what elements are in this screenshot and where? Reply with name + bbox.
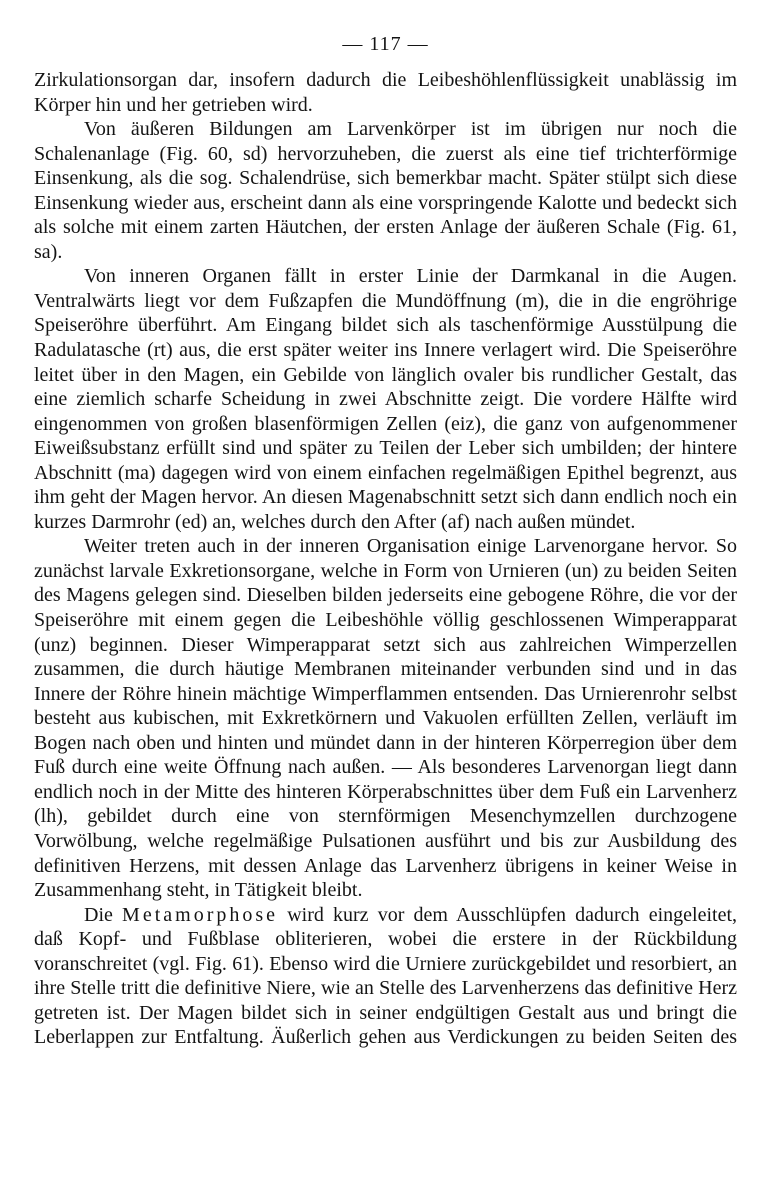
paragraph-2: Von äußeren Bildungen am Larvenkörper ist im übrigen nur noch die Schalenanlage (Fig. 60, sd) hervorzuheben, die zuerst als eine tief trichterförmige Einsenkung, als die sog. Schalendrüse, sich bemerkbar macht. Später stülpt sich diese Einsenkung wieder aus, erscheint dann als eine vorspringende Kalotte und bedeckt sich als solche mit einem zarten Häutchen, der ersten Anlage der äußeren Schale (Fig. 61, sa). xyxy=(34,118,737,263)
paragraph-5-body: wird kurz vor dem Ausschlüpfen dadurch eingeleitet, daß Kopf- und Fußblase obliterieren, wobei die erstere in der Rückbildung voranschreitet (vgl. Fig. 61). Ebenso wird die Urniere zurückgebildet und resorbiert, an ihre Stelle tritt die definitive Niere, wie an Stelle des Larvenherzens das definitive Herz getreten ist. Der Magen bildet sich in seiner endgültigen Gestalt aus und bringt die Leberlappen zur Entfaltung. Äußerlich gehen aus Verdickungen zu beiden Seiten des xyxy=(34,903,737,1049)
paragraph-3: Von inneren Organen fällt in erster Linie der Darmkanal in die Augen. Ventralwärts liegt vor dem Fußzapfen die Mundöffnung (m), die in die engröhrige Speiseröhre überführt. Am Eingang bildet sich als taschenförmige Ausstülpung die Radulatasche (rt) aus, die erst später weiter ins Innere verlagert wird. Die Speiseröhre leitet über in den Magen, ein Gebilde von länglich ovaler bis rundlicher Gestalt, das eine ziemlich scharfe Scheidung in zwei Abschnitte zeigt. Die vordere Hälfte wird eingenommen von großen blasenförmigen Zellen (eiz), die ganz von aufgenommener Eiweißsubstanz erfüllt sind und später zu Teilen der Leber sich umbilden; der hintere Abschnitt (ma) dagegen wird von einem einfachen regelmäßigen Epithel begrenzt, aus ihm geht der Magen hervor. An diesen Magenabschnitt setzt sich dann endlich noch ein kurzes Darmrohr (ed) an, welches durch den After (af) nach außen mündet. xyxy=(34,265,737,533)
document-page xyxy=(34,30,737,1050)
paragraph-4: Weiter treten auch in der inneren Organisation einige Larvenorgane hervor. So zunächst larvale Exkretionsorgane, welche in Form von Urnieren (un) zu beiden Seiten des Magens gelegen sind. Dieselben bilden jederseits eine gebogene Röhre, die vor der Speiseröhre mit einem gegen die Leibeshöhle völlig geschlossenen Wimperapparat (unz) beginnen. Dieser Wimperapparat setzt sich aus zahlreichen Wimperzellen zusammen, die durch häutige Membranen miteinander verbunden sind und in das Innere der Röhre hinein mächtige Wimperflammen entsenden. Das Urnierenrohr selbst besteht aus kubischen, mit Exkretkörnern und Vakuolen erfüllten Zellen, verläuft im Bogen nach oben und hinten und mündet dann in der hinteren Körperregion über dem Fuß durch eine weite Öffnung nach außen. — Als besonderes Larvenorgan liegt dann endlich noch in der Mitte des hinteren Körperabschnittes über dem Fuß ein Larvenherz (lh), gebildet durch eine von sternförmigen Mesenchymzellen durchzogene Vorwölbung, welche regelmäßige Pulsationen ausführt und bis zur Ausbildung des definitiven Herzens, mit dessen Anlage das Larvenherz übrigens in keiner Weise in Zusammenhang steht, in Tätigkeit bleibt. xyxy=(34,535,737,902)
page-number: — 117 — xyxy=(342,33,429,55)
paragraph-5 xyxy=(34,903,737,1050)
paragraph-1: Zirkulationsorgan dar, insofern dadurch die Leibeshöhlenflüssigkeit unablässig im Körper hin und her getrieben wird. xyxy=(34,69,737,116)
paragraph-5-lead: Die xyxy=(84,903,113,926)
paragraph-5-spaced-word: Metamorphose xyxy=(122,903,279,926)
